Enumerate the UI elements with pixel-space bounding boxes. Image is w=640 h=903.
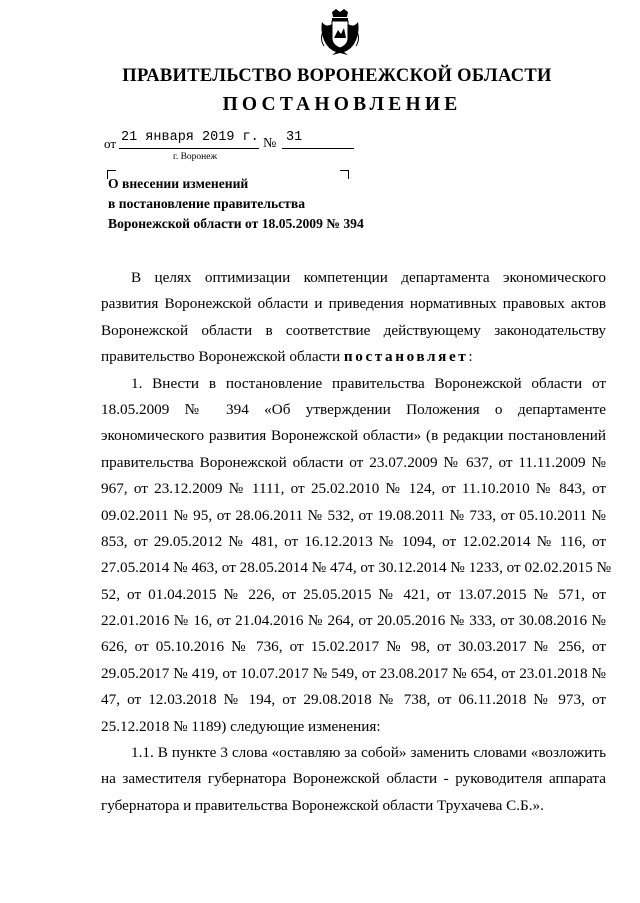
- body-line: 25.12.2018 № 1189) следующие изменения:: [101, 717, 381, 735]
- resolves-prefix: правительство Воронежской области: [101, 348, 344, 366]
- body-line: 29.05.2017 № 419, от 10.07.2017 № 549, от 23.08.2017 № 654, от 23.01.2018 №: [101, 664, 606, 682]
- body-line: 09.02.2011 № 95, от 28.06.2011 № 532, от 19.08.2011 № 733, от 05.10.2011 №: [101, 506, 606, 524]
- body-line: 1. Внести в постановление правительства Воронежской области от: [131, 374, 606, 392]
- body-line: 27.05.2014 № 463, от 28.05.2014 № 474, от 30.12.2014 № 1233, от 02.02.2015 №: [101, 559, 612, 577]
- body-line: 47, от 12.03.2018 № 194, от 29.08.2018 № 738, от 06.11.2018 № 973, от: [101, 691, 606, 709]
- city-label: г. Воронеж: [173, 152, 218, 162]
- body-line: 853, от 29.05.2012 № 481, от 16.12.2013 № 1094, от 12.02.2014 № 116, от: [101, 532, 606, 550]
- body-line: правительства Воронежской области от 23.07.2009 № 637, от 11.11.2009 №: [101, 453, 606, 471]
- body-line: развития Воронежской области и приведения нормативных правовых актов: [101, 295, 606, 313]
- document-subject: [108, 174, 364, 234]
- body-line: 1.1. В пункте 3 слова «оставляю за собой» заменить словами «возложить: [131, 744, 606, 762]
- number-underline: [282, 148, 354, 149]
- body-line: 52, от 01.04.2015 № 226, от 25.05.2015 № 421, от 13.07.2015 № 571, от: [101, 585, 606, 603]
- resolves-suffix: :: [468, 348, 473, 366]
- body-line: Воронежской области в соответствие действующему законодательству: [101, 321, 606, 339]
- body-line: 22.01.2016 № 16, от 21.04.2016 № 264, от 20.05.2016 № 333, от 30.08.2016 №: [101, 612, 606, 630]
- body-line-resolves: [101, 344, 606, 370]
- date-prefix: от: [104, 136, 117, 151]
- body-line: экономического развития Воронежской области» (в редакции постановлений: [101, 427, 606, 445]
- organization-title: ПРАВИТЕЛЬСТВО ВОРОНЕЖСКОЙ ОБЛАСТИ: [122, 66, 552, 86]
- body-line: 18.05.2009 № 394 «Об утверждении Положения о департаменте: [101, 400, 606, 418]
- body-line: губернатора и правительства Воронежской области Трухачева С.Б.».: [101, 796, 544, 814]
- body-line: 626, от 05.10.2016 № 736, от 15.02.2017 № 98, от 30.03.2017 № 256, от: [101, 638, 606, 656]
- subject-line: Воронежской области от 18.05.2009 № 394: [108, 216, 364, 231]
- document-date: 21 января 2019 г.: [121, 130, 259, 145]
- date-underline: [119, 148, 259, 149]
- coat-of-arms-icon: [318, 8, 362, 58]
- body-line: 967, от 23.12.2009 № 1111, от 25.02.2010 № 124, от 11.10.2010 № 843, от: [101, 480, 606, 498]
- date-number-row: [104, 128, 364, 150]
- document-body: [101, 265, 612, 819]
- subject-line: в постановление правительства: [108, 196, 305, 211]
- number-prefix: №: [263, 136, 277, 151]
- document-number: 31: [286, 130, 303, 145]
- document-type-title: ПОСТАНОВЛЕНИЕ: [222, 94, 462, 115]
- resolves-word: постановляет: [343, 348, 469, 366]
- body-line: на заместителя губернатора Воронежской области - руководителя аппарата: [101, 770, 606, 788]
- subject-line: О внесении изменений: [108, 176, 249, 191]
- body-line: В целях оптимизации компетенции департамента экономического: [131, 269, 606, 286]
